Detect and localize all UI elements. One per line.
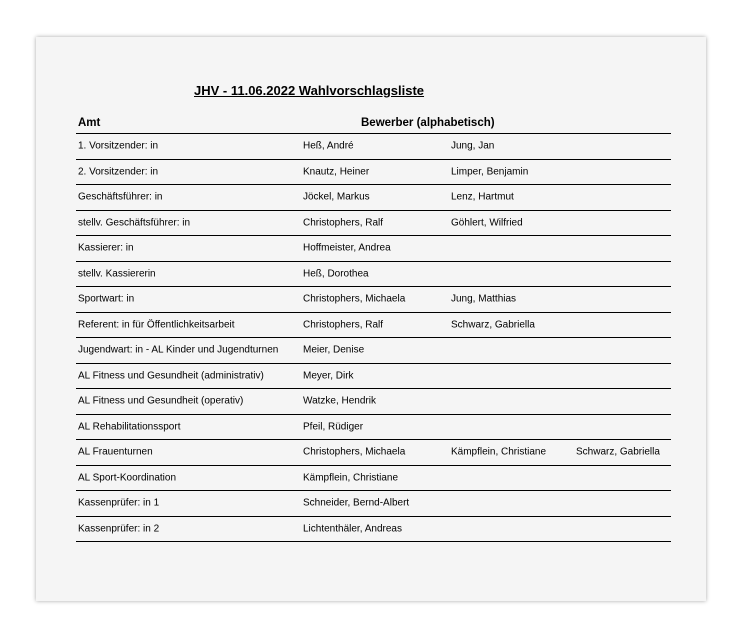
candidate-cell: Göhlert, Wilfried: [451, 217, 523, 229]
candidate-cell: Knautz, Heiner: [303, 166, 370, 178]
position-cell: 2. Vorsitzender: in: [78, 166, 159, 178]
table-row: [76, 185, 671, 211]
candidate-cell: Pfeil, Rüdiger: [303, 421, 364, 433]
position-cell: Sportwart: in: [78, 293, 135, 305]
document-title: JHV - 11.06.2022 Wahlvorschlagsliste: [194, 83, 425, 98]
position-cell: AL Rehabilitationssport: [78, 421, 181, 433]
table-row: [76, 262, 671, 288]
candidate-cell: Kämpflein, Christiane: [303, 472, 399, 484]
table-row: [76, 338, 671, 364]
candidate-cell: Lichtenthäler, Andreas: [303, 523, 402, 535]
candidate-cell: Christophers, Michaela: [303, 293, 406, 305]
table-row: [76, 466, 671, 492]
candidate-cell: Jung, Jan: [451, 140, 495, 152]
position-cell: stellv. Geschäftsführer: in: [78, 217, 191, 229]
candidate-cell: Christophers, Ralf: [303, 319, 384, 331]
table-body: [76, 134, 671, 542]
header-amt: Amt: [78, 117, 101, 129]
document-page: [36, 37, 706, 601]
table-row: [76, 364, 671, 390]
candidate-cell: Schwarz, Gabriella: [576, 446, 660, 458]
candidate-cell: Jöckel, Markus: [303, 191, 370, 203]
position-cell: Geschäftsführer: in: [78, 191, 163, 203]
table-row: [76, 287, 671, 313]
position-cell: Jugendwart: in - AL Kinder und Jugendturnen: [78, 344, 279, 356]
candidate-table: [76, 116, 671, 542]
candidate-cell: Lenz, Hartmut: [451, 191, 514, 203]
table-row: [76, 134, 671, 160]
candidate-cell: Meier, Denise: [303, 344, 365, 356]
table-row: [76, 491, 671, 517]
candidate-cell: Hoffmeister, Andrea: [303, 242, 391, 254]
candidate-cell: Watzke, Hendrik: [303, 395, 376, 407]
candidate-cell: Limper, Benjamin: [451, 166, 529, 178]
candidate-cell: Schneider, Bernd-Albert: [303, 497, 410, 509]
position-cell: AL Sport-Koordination: [78, 472, 177, 484]
position-cell: Kassenprüfer: in 1: [78, 497, 160, 509]
position-cell: AL Frauenturnen: [78, 446, 153, 458]
table-header-row: [76, 116, 671, 134]
header-bewerber: Bewerber (alphabetisch): [361, 117, 495, 129]
position-cell: Kassenprüfer: in 2: [78, 523, 160, 535]
position-cell: 1. Vorsitzender: in: [78, 140, 159, 152]
candidate-cell: Kämpflein, Christiane: [451, 446, 547, 458]
candidate-cell: Schwarz, Gabriella: [451, 319, 535, 331]
table-row: [76, 517, 671, 543]
candidate-cell: Heß, André: [303, 140, 354, 152]
table-row: [76, 389, 671, 415]
table-row: [76, 160, 671, 186]
candidate-cell: Christophers, Ralf: [303, 217, 384, 229]
table-row: [76, 415, 671, 441]
table-row: [76, 236, 671, 262]
candidate-cell: Christophers, Michaela: [303, 446, 406, 458]
candidate-cell: Jung, Matthias: [451, 293, 517, 305]
position-cell: AL Fitness und Gesundheit (administrativ): [78, 370, 264, 382]
position-cell: AL Fitness und Gesundheit (operativ): [78, 395, 244, 407]
position-cell: stellv. Kassiererin: [78, 268, 156, 280]
candidate-cell: Heß, Dorothea: [303, 268, 369, 280]
table-row: [76, 313, 671, 339]
table-row: [76, 440, 671, 466]
position-cell: Kassierer: in: [78, 242, 134, 254]
candidate-cell: Meyer, Dirk: [303, 370, 354, 382]
table-row: [76, 211, 671, 237]
position-cell: Referent: in für Öffentlichkeitsarbeit: [78, 319, 235, 331]
